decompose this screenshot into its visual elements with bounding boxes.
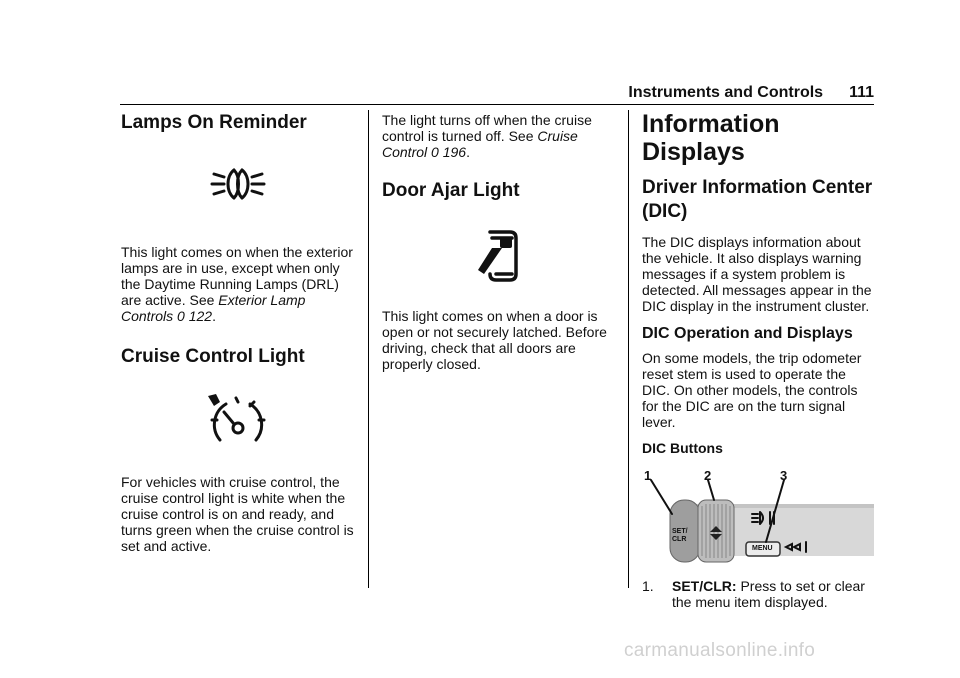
section-title: Instruments and Controls <box>628 84 824 101</box>
exterior-lamps-icon <box>121 162 355 214</box>
information-displays-heading: Information Displays <box>642 110 780 166</box>
callout-3: 3 <box>780 468 788 483</box>
list-text: SET/CLR: Press to set or clear the menu item displayed. <box>672 578 865 610</box>
column-divider-2 <box>628 110 629 588</box>
cruise-heading: Cruise Control Light <box>121 346 305 367</box>
column-1 <box>121 110 355 554</box>
page-ref-122[interactable]: 0 122 <box>177 308 213 324</box>
exterior-lamp-controls-link[interactable]: Exterior Lamp Controls <box>121 292 306 324</box>
dic-operation-heading: DIC Operation and Displays <box>642 325 853 342</box>
column-divider-1 <box>368 110 369 588</box>
door-heading: Door Ajar Light <box>382 180 520 201</box>
dic-operation-body: On some models, the trip odometer reset stem is used to operate the DIC. On other models, the controls for the DIC are on the turn signal lever. <box>642 350 862 430</box>
list-item <box>642 578 874 610</box>
menu-button-label: MENU <box>752 545 773 552</box>
header-rule <box>120 104 874 105</box>
cruise-continued: The light turns off when the cruise control is turned off. See Cruise Control 0 196. <box>382 112 592 160</box>
lamps-heading: Lamps On Reminder <box>121 112 307 133</box>
dic-heading: Driver Information Center (DIC) <box>642 177 873 222</box>
door-ajar-icon <box>382 228 616 286</box>
page-header <box>120 84 874 102</box>
set-clr-label-2: CLR <box>672 536 687 543</box>
page-number: 111 <box>849 84 874 101</box>
cruise-control-link[interactable]: Cruise Control <box>382 128 578 160</box>
callout-2: 2 <box>704 468 712 483</box>
watermark: carmanualsonline.info <box>624 640 816 661</box>
dic-buttons-figure <box>642 470 874 566</box>
door-body: This light comes on when a door is open or not securely latched. Before driving, check that all doors are properly closed. <box>382 308 607 372</box>
callout-1: 1 <box>644 468 652 483</box>
page-ref-196[interactable]: 0 196 <box>431 144 467 160</box>
cruise-body: For vehicles with cruise control, the cruise control light is white when the cruise control is on and ready, and turns green when the cruise control is set and active. <box>121 474 354 554</box>
column-2 <box>382 110 616 372</box>
dic-body: The DIC displays information about the vehicle. It also displays warning messages if a system problem is detected. All messages appear in the DIC display in the instrument cluster. <box>642 234 872 314</box>
cruise-control-icon <box>121 392 355 448</box>
lamps-body: This light comes on when the exterior lamps are in use, except when only the Daytime Running Lamps (DRL) are active. See Exterior Lamp Controls 0 122. <box>121 244 353 324</box>
dic-buttons-caption: DIC Buttons <box>642 440 723 456</box>
column-3 <box>642 110 874 610</box>
list-number: 1. <box>642 578 654 594</box>
set-clr-label-1: SET/ <box>672 528 688 535</box>
